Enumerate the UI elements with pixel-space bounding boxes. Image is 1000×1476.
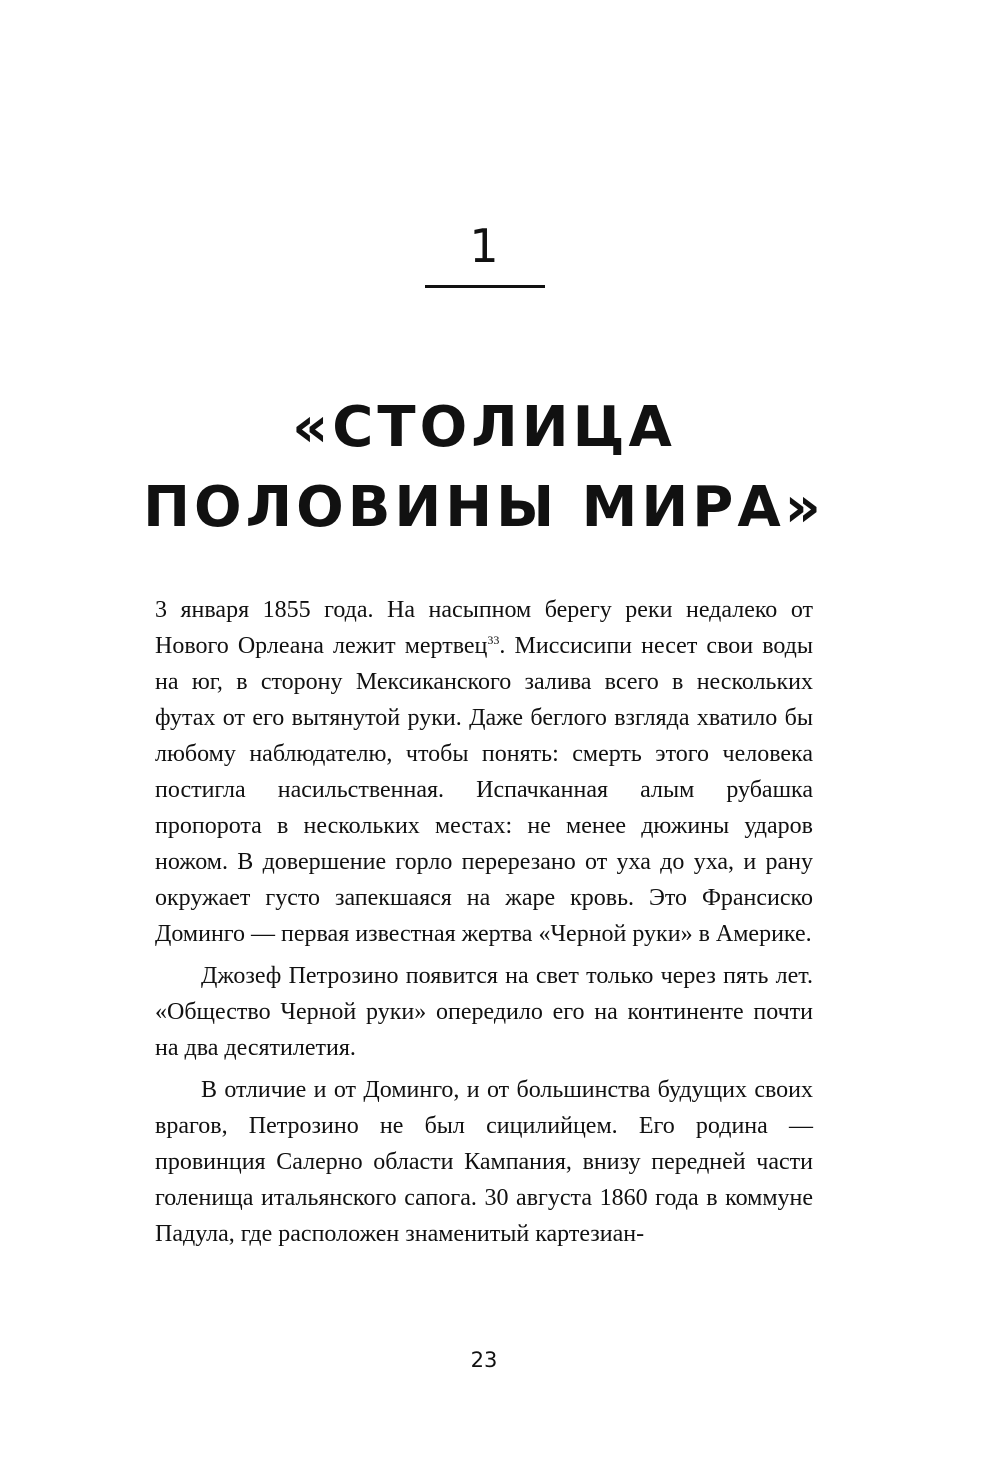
paragraph-1 xyxy=(155,592,813,952)
paragraph-3: В отличие и от Доминго, и от большинства будущих своих врагов, Петрозино не был сицилийцем. Его родина — провинция Салерно области Кампания, внизу передней части голенища итальянского сапога. 30 августа 1860 года в коммуне Падула, где расположен знаменитый картезиан- xyxy=(155,1077,813,1247)
paragraph-2: Джозеф Петрозино появится на свет только через пять лет. «Общество Черной руки» опередило его на континенте почти на два десятилетия. xyxy=(155,963,813,1061)
paragraph-1-end: . Миссисипи несет свои воды на юг, в сторону Мексиканского залива всего в нескольких футах от его вытянутой руки. Даже беглого взгляда хватило бы любому наблюдателю, чтобы понять: смерть этого человека постигла насильственная. Испачканная алым рубашка пропорота в нескольких местах: не менее дюжины ударов ножом. В довершение горло перерезано от уха до уха, и рану окружает густо запекшаяся на жаре кровь. Это Франсиско Доминго — первая известная жертва «Черной руки» в Америке. xyxy=(155,633,814,947)
chapter-divider xyxy=(425,285,545,288)
chapter-title xyxy=(0,388,968,548)
body-text xyxy=(155,592,813,1252)
chapter-number: 1 xyxy=(469,219,499,273)
chapter-title-line-1: «СТОЛИЦА xyxy=(292,395,676,460)
paragraph-1-start: 3 января 1855 года. На насыпном берегу реки недалеко от Нового Орлеана лежит мертвец xyxy=(155,597,813,659)
page-number: 23 xyxy=(470,1348,498,1372)
footnote-reference[interactable]: 33 xyxy=(487,633,500,647)
chapter-title-line-2: ПОЛОВИНЫ МИРА» xyxy=(143,475,825,540)
